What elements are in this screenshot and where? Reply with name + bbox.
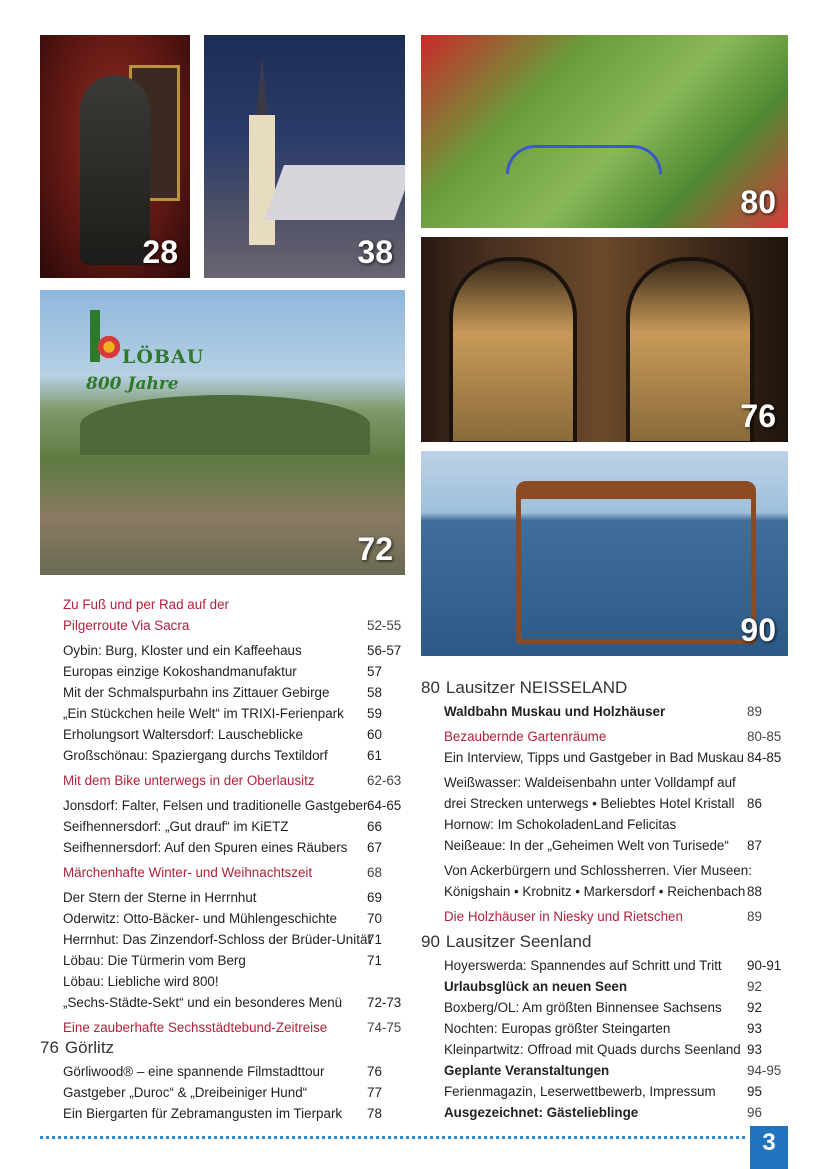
section-items [63, 1061, 405, 1124]
toc-entry[interactable] [444, 793, 788, 814]
toc-entry-pages: 92 [747, 1000, 762, 1015]
toc-entry-title: Von Ackerbürgern und Schlossherren. Vier Museen: [444, 863, 752, 878]
arch-right [626, 257, 754, 442]
logo-words [122, 346, 204, 368]
toc-entry-pages: 78 [367, 1106, 382, 1121]
arch-left [449, 257, 577, 442]
toc-entry[interactable] [63, 862, 405, 883]
toc-entry-pages: 89 [747, 704, 762, 719]
section-heading [421, 929, 788, 955]
toc-entry[interactable] [63, 816, 405, 837]
section-heading [40, 1035, 405, 1061]
toc-entry[interactable] [444, 1039, 788, 1060]
toc-entry-pages: 70 [367, 911, 382, 926]
section-title: Lausitzer NEISSELAND [445, 678, 628, 697]
hill [80, 395, 370, 455]
toc-entry-pages: 80-85 [747, 729, 782, 744]
toc-entry-title: Geplante Veranstaltungen [444, 1063, 610, 1078]
toc-entry-pages: 57 [367, 664, 382, 679]
toc-entry-title: Kleinpartwitz: Offroad mit Quads durchs Seenland [444, 1042, 741, 1057]
section-items [444, 955, 788, 1123]
toc-entry-title: Ausgezeichnet: Gästelieblinge [444, 1105, 639, 1120]
toc-entry-pages: 71 [367, 932, 382, 947]
toc-entry-pages: 96 [747, 1105, 762, 1120]
toc-entry-title: Oybin: Burg, Kloster und ein Kaffeehaus [63, 643, 302, 658]
church-spire [256, 55, 268, 117]
toc-entry[interactable] [444, 747, 788, 768]
toc-entry-title: Nochten: Europas größter Steingarten [444, 1021, 671, 1036]
toc-entry[interactable] [63, 770, 405, 791]
toc-left-column [63, 594, 405, 1038]
toc-entry[interactable] [444, 860, 788, 881]
toc-section-seenland [421, 929, 788, 1123]
toc-entry-pages: 67 [367, 840, 382, 855]
toc-entry-title: Seifhennersdorf: Auf den Spuren eines Räubers [63, 840, 348, 855]
toc-entry-title: Gastgeber „Duroc“ & „Dreibeiniger Hund“ [63, 1085, 308, 1100]
toc-entry-pages: 87 [747, 838, 762, 853]
toc-entry[interactable] [63, 615, 405, 636]
toc-entry-pages: 61 [367, 748, 382, 763]
toc-entry-pages: 58 [367, 685, 382, 700]
photo-raft-lake [421, 451, 788, 656]
toc-entry-pages: 94-95 [747, 1063, 782, 1078]
toc-entry-pages: 66 [367, 819, 382, 834]
toc-entry-pages: 72-73 [367, 995, 402, 1010]
toc-entry-pages: 93 [747, 1042, 762, 1057]
toc-entry-title: Waldbahn Muskau und Holzhäuser [444, 704, 666, 719]
toc-entry[interactable] [63, 682, 405, 703]
toc-entry-title: „Ein Stückchen heile Welt“ im TRIXI-Ferienpark [63, 706, 344, 721]
section-title: Lausitzer Seenland [445, 932, 592, 951]
statue [80, 75, 150, 265]
toc-entry[interactable] [444, 1102, 788, 1123]
toc-entry-title: Der Stern der Sterne in Herrnhut [63, 890, 257, 905]
toc-entry[interactable] [63, 950, 405, 971]
page-number: 3 [750, 1126, 788, 1169]
logo-title: LÖBAU [122, 346, 205, 368]
toc-entry[interactable] [444, 1018, 788, 1039]
toc-entry[interactable] [444, 997, 788, 1018]
toc-entry[interactable] [444, 1081, 788, 1102]
logo-subtitle: 800 Jahre [86, 374, 179, 394]
toc-entry-pages: 90-91 [747, 958, 782, 973]
photo-page-number: 38 [357, 234, 393, 270]
toc-entry[interactable] [444, 772, 788, 793]
toc-entry-title: drei Strecken unterwegs • Beliebtes Hotel Kristall [444, 796, 735, 811]
toc-entry-pages: 88 [747, 884, 762, 899]
toc-entry[interactable] [444, 835, 788, 856]
toc-entry-title: Ein Biergarten für Zebramangusten im Tierpark [63, 1106, 343, 1121]
toc-entry-title: Mit dem Bike unterwegs in der Oberlausitz [63, 773, 315, 788]
toc-entry-pages: 68 [367, 865, 382, 880]
toc-entry-pages: 89 [747, 909, 762, 924]
section-number: 90 [421, 932, 440, 951]
toc-entry[interactable] [63, 594, 405, 615]
photo-church-winter [204, 35, 405, 278]
toc-entry[interactable] [63, 661, 405, 682]
toc-entry[interactable] [63, 724, 405, 745]
toc-entry-title: Seifhennersdorf: „Gut drauf“ im KiETZ [63, 819, 289, 834]
toc-entry-title: Märchenhafte Winter- und Weihnachtszeit [63, 865, 313, 880]
church-tower [249, 115, 275, 245]
toc-entry-pages: 95 [747, 1084, 762, 1099]
toc-entry-pages: 69 [367, 890, 382, 905]
section-heading [421, 675, 788, 701]
toc-entry[interactable] [444, 906, 788, 927]
toc-entry-title: Urlaubsglück an neuen Seen [444, 979, 628, 994]
section-number: 76 [40, 1038, 59, 1057]
toc-entry[interactable] [63, 837, 405, 858]
toc-entry-title: Königshain • Krobnitz • Markersdorf • Reichenbach [444, 884, 746, 899]
toc-entry-pages: 92 [747, 979, 762, 994]
toc-entry[interactable] [63, 1103, 405, 1124]
toc-entry-pages: 56-57 [367, 643, 402, 658]
photo-arched-windows [421, 237, 788, 442]
raft [516, 481, 756, 644]
toc-entry-title: Hornow: Im SchokoladenLand Felicitas [444, 817, 677, 832]
toc-entry-pages: 59 [367, 706, 382, 721]
toc-entry[interactable] [63, 887, 405, 908]
toc-entry-title: Ferienmagazin, Leserwettbewerb, Impressum [444, 1084, 716, 1099]
toc-entry[interactable] [63, 971, 405, 992]
toc-entry[interactable] [63, 745, 405, 766]
section-number: 80 [421, 678, 440, 697]
photo-page-number: 28 [142, 234, 178, 270]
toc-entry-title: Oderwitz: Otto-Bäcker- und Mühlengeschichte [63, 911, 337, 926]
toc-entry[interactable] [444, 726, 788, 747]
logo-flower-icon [96, 334, 122, 360]
toc-entry[interactable] [63, 795, 405, 816]
toc-entry-title: Bezaubernde Gartenräume [444, 729, 607, 744]
toc-entry[interactable] [444, 701, 788, 722]
toc-entry-title: Europas einzige Kokoshandmanufaktur [63, 664, 297, 679]
toc-entry-title: Hoyerswerda: Spannendes auf Schritt und Tritt [444, 958, 722, 973]
toc-entry-title: Ein Interview, Tipps und Gastgeber in Bad Muskau [444, 750, 744, 765]
toc-section-neisseland [421, 675, 788, 927]
photo-garden-bridge [421, 35, 788, 228]
toc-entry-pages: 86 [747, 796, 762, 811]
toc-entry-title: Mit der Schmalspurbahn ins Zittauer Gebirge [63, 685, 330, 700]
toc-entry-title: Görliwood® – eine spannende Filmstadttour [63, 1064, 325, 1079]
toc-entry[interactable] [444, 881, 788, 902]
toc-entry-title: Zu Fuß und per Rad auf der [63, 597, 229, 612]
toc-entry-pages: 74-75 [367, 1020, 402, 1035]
toc-entry[interactable] [444, 976, 788, 997]
toc-entry-title: Die Holzhäuser in Niesky und Rietschen [444, 909, 683, 924]
toc-entry-pages: 84-85 [747, 750, 782, 765]
toc-entry-title: „Sechs-Städte-Sekt“ und ein besonderes Menü [63, 995, 343, 1010]
toc-entry-pages: 60 [367, 727, 382, 742]
toc-entry-pages: 64-65 [367, 798, 402, 813]
toc-entry-pages: 52-55 [367, 618, 402, 633]
toc-entry[interactable] [63, 929, 405, 950]
toc-entry-title: Löbau: Die Türmerin vom Berg [63, 953, 246, 968]
toc-entry[interactable] [63, 908, 405, 929]
photo-page-number: 72 [357, 531, 393, 567]
toc-entry-pages: 62-63 [367, 773, 402, 788]
photo-statue [40, 35, 190, 278]
toc-entry-title: Boxberg/OL: Am größten Binnensee Sachsens [444, 1000, 722, 1015]
church-roof [264, 165, 405, 220]
photo-page-number: 90 [740, 612, 776, 648]
toc-entry-title: Erholungsort Waltersdorf: Lauscheblicke [63, 727, 303, 742]
toc-entry-title: Eine zauberhafte Sechsstädtebund-Zeitreise [63, 1020, 328, 1035]
dotted-rule [40, 1136, 745, 1139]
toc-entry[interactable] [63, 1061, 405, 1082]
toc-entry[interactable] [444, 814, 788, 835]
toc-entry-title: Herrnhut: Das Zinzendorf-Schloss der Brüder-Unität [63, 932, 372, 947]
toc-entry-title: Pilgerroute Via Sacra [63, 618, 190, 633]
section-items [444, 701, 788, 927]
toc-entry-pages: 76 [367, 1064, 382, 1079]
toc-entry-title: Neißeaue: In der „Geheimen Welt von Turisede“ [444, 838, 729, 853]
toc-entry[interactable] [444, 955, 788, 976]
photo-page-number: 76 [740, 398, 776, 434]
toc-section-goerlitz [40, 1035, 405, 1124]
toc-entry-pages: 93 [747, 1021, 762, 1036]
toc-entry-title: Großschönau: Spaziergang durchs Textildorf [63, 748, 328, 763]
toc-entry-title: Löbau: Liebliche wird 800! [63, 974, 219, 989]
toc-entry[interactable] [63, 1082, 405, 1103]
toc-entry-pages: 71 [367, 953, 382, 968]
bridge [506, 145, 662, 174]
toc-entry[interactable] [63, 703, 405, 724]
section-title: Görlitz [64, 1038, 115, 1057]
toc-entry[interactable] [444, 1060, 788, 1081]
toc-entry[interactable] [63, 992, 405, 1013]
photo-town-aerial [40, 290, 405, 575]
toc-entry-pages: 77 [367, 1085, 382, 1100]
toc-entry[interactable] [63, 640, 405, 661]
photo-page-number: 80 [740, 184, 776, 220]
toc-entry-title: Weißwasser: Waldeisenbahn unter Volldampf auf [444, 775, 736, 790]
toc-entry-title: Jonsdorf: Falter, Felsen und traditionelle Gastgeber [63, 798, 368, 813]
